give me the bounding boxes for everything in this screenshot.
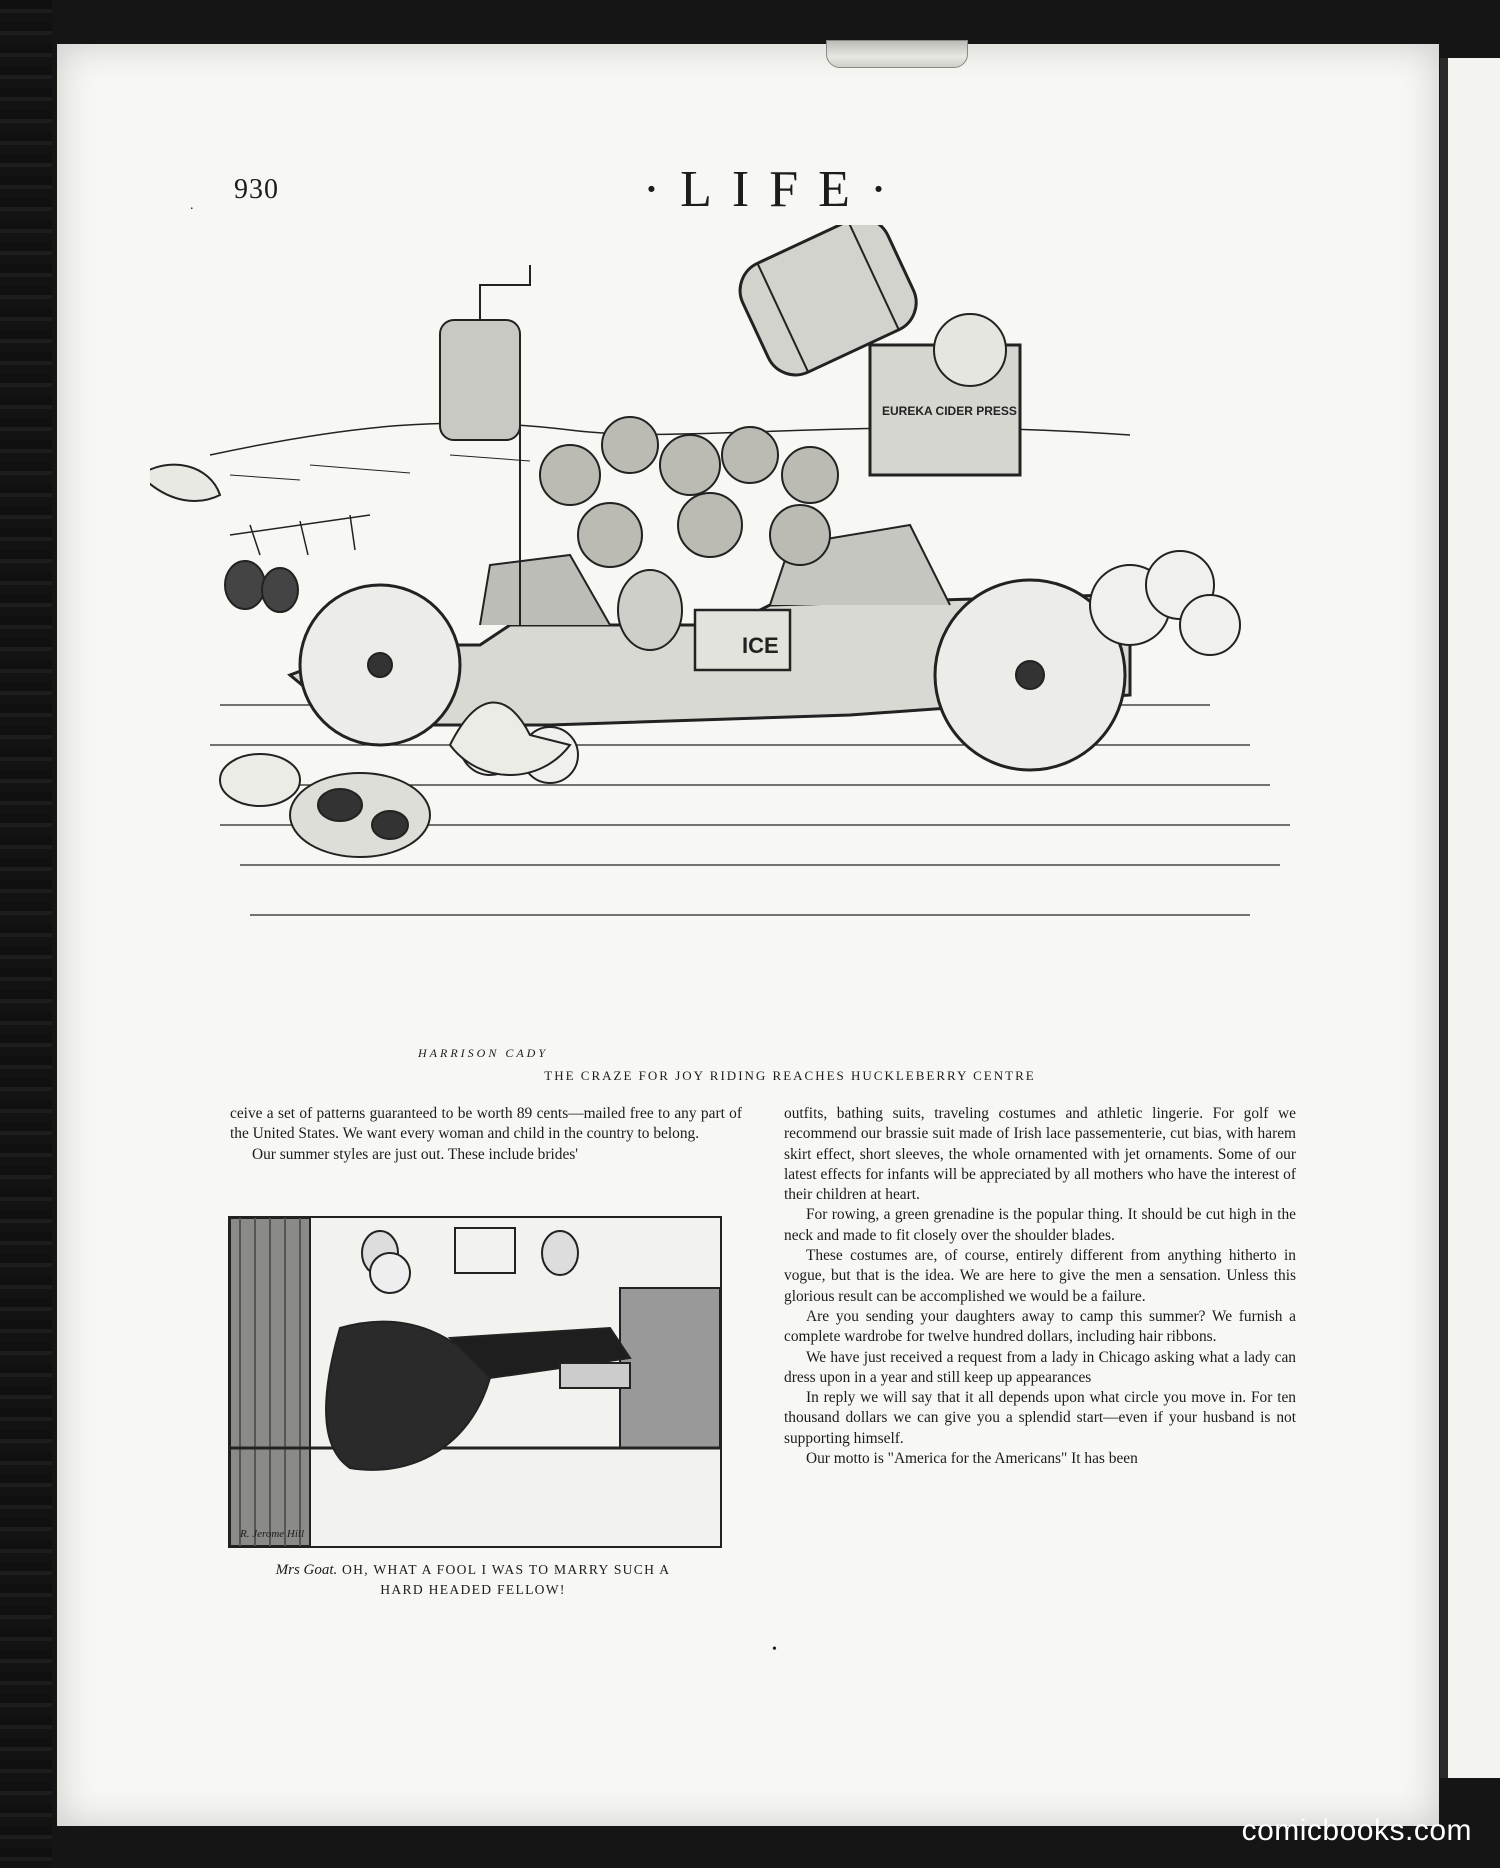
inset-artist-signature: R. Jerome Hill [240,1528,305,1540]
inset-caption-line-1: OH, WHAT A FOOL I WAS TO MARRY SUCH A [342,1562,671,1577]
inset-cartoon [228,1216,722,1548]
inset-caption [228,1560,718,1599]
right-paragraph-1: outfits, bathing suits, traveling costumes and athletic lingerie. For golf we recommend our brassie suit made of Irish lace passementerie, cut bias, with harem skirt effect, short sleeves, the whole ornamented with jet ornaments. Some of our latest effects for infants will be appreciated by all mothers who have the interest of their children at heart. [784,1105,1296,1204]
right-paragraph-5: We have just received a request from a lady in Chicago asking what a lady can dress upon in a year and still keep up appearances [784,1348,1296,1386]
goose-left [150,465,220,501]
left-paragraph-1: ceive a set of patterns guaranteed to be worth 89 cents—mailed free to any part of the United States. We want every woman and child in the country to belong. [230,1105,742,1143]
right-column [784,1104,1296,1469]
watermark: comicbooks.com [1241,1814,1472,1847]
inset-caption-line-2: HARD HEADED FELLOW! [380,1582,566,1597]
checkered-trousers [560,1363,630,1388]
right-paragraph-3: These costumes are, of course, entirely different from anything hitherto in vogue, but that is the idea. We are here to give the men a sensation. Unless this glorious result can be accomplished we would be a failure. [784,1247,1296,1305]
hero-artist-signature: HARRISON CADY [418,1046,548,1060]
wall-plate-right [542,1231,578,1275]
right-paragraph-4: Are you sending your daughters away to camp this summer? We furnish a complete wardrobe for twelve hundred dollars, including hair ribbons. [784,1307,1296,1346]
ice-label: ICE [742,633,779,658]
keg [618,570,682,650]
still-tank [440,320,520,440]
left-paragraph-2: Our summer styles are just out. These include brides' [252,1145,579,1163]
inset-caption-speaker: Mrs Goat. [275,1562,338,1578]
facing-page-edge [1440,58,1500,1778]
press-label: EUREKA CIDER PRESS [882,404,1017,418]
scan-left-edge [0,0,52,1868]
fence [230,515,370,555]
hero-illustration [150,225,1380,1065]
inset-cartoon-drawing [230,1218,720,1546]
goat-wife-head [370,1253,410,1293]
stray-dot: . [190,198,194,213]
right-paragraph-6: In reply we will say that it all depends upon what circle you move in. For ten thousand dollars we can give you a splendid start—even if your husband is not supporting himself. [784,1389,1296,1447]
wall-picture [455,1228,515,1273]
front-wheel [300,585,460,745]
right-paragraph-7: Our motto is "America for the Americans" It has been [806,1450,1138,1468]
binding-clip [826,40,968,68]
bookcase [620,1288,720,1448]
page-number: 930 [234,174,279,205]
passengers [540,417,838,567]
hero-caption: THE CRAZE FOR JOY RIDING REACHES HUCKLEBERRY CENTRE [544,1068,1036,1083]
pig [290,773,430,857]
masthead-title: ·LIFE· [642,161,908,218]
right-paragraph-2: For rowing, a green grenadine is the popular thing. It should be cut high in the neck and made to fit closely over the shoulder blades. [784,1206,1296,1244]
headlamps [225,561,298,612]
chicken [220,754,300,806]
left-column [230,1104,742,1165]
margin-bullet: • [772,1642,777,1657]
